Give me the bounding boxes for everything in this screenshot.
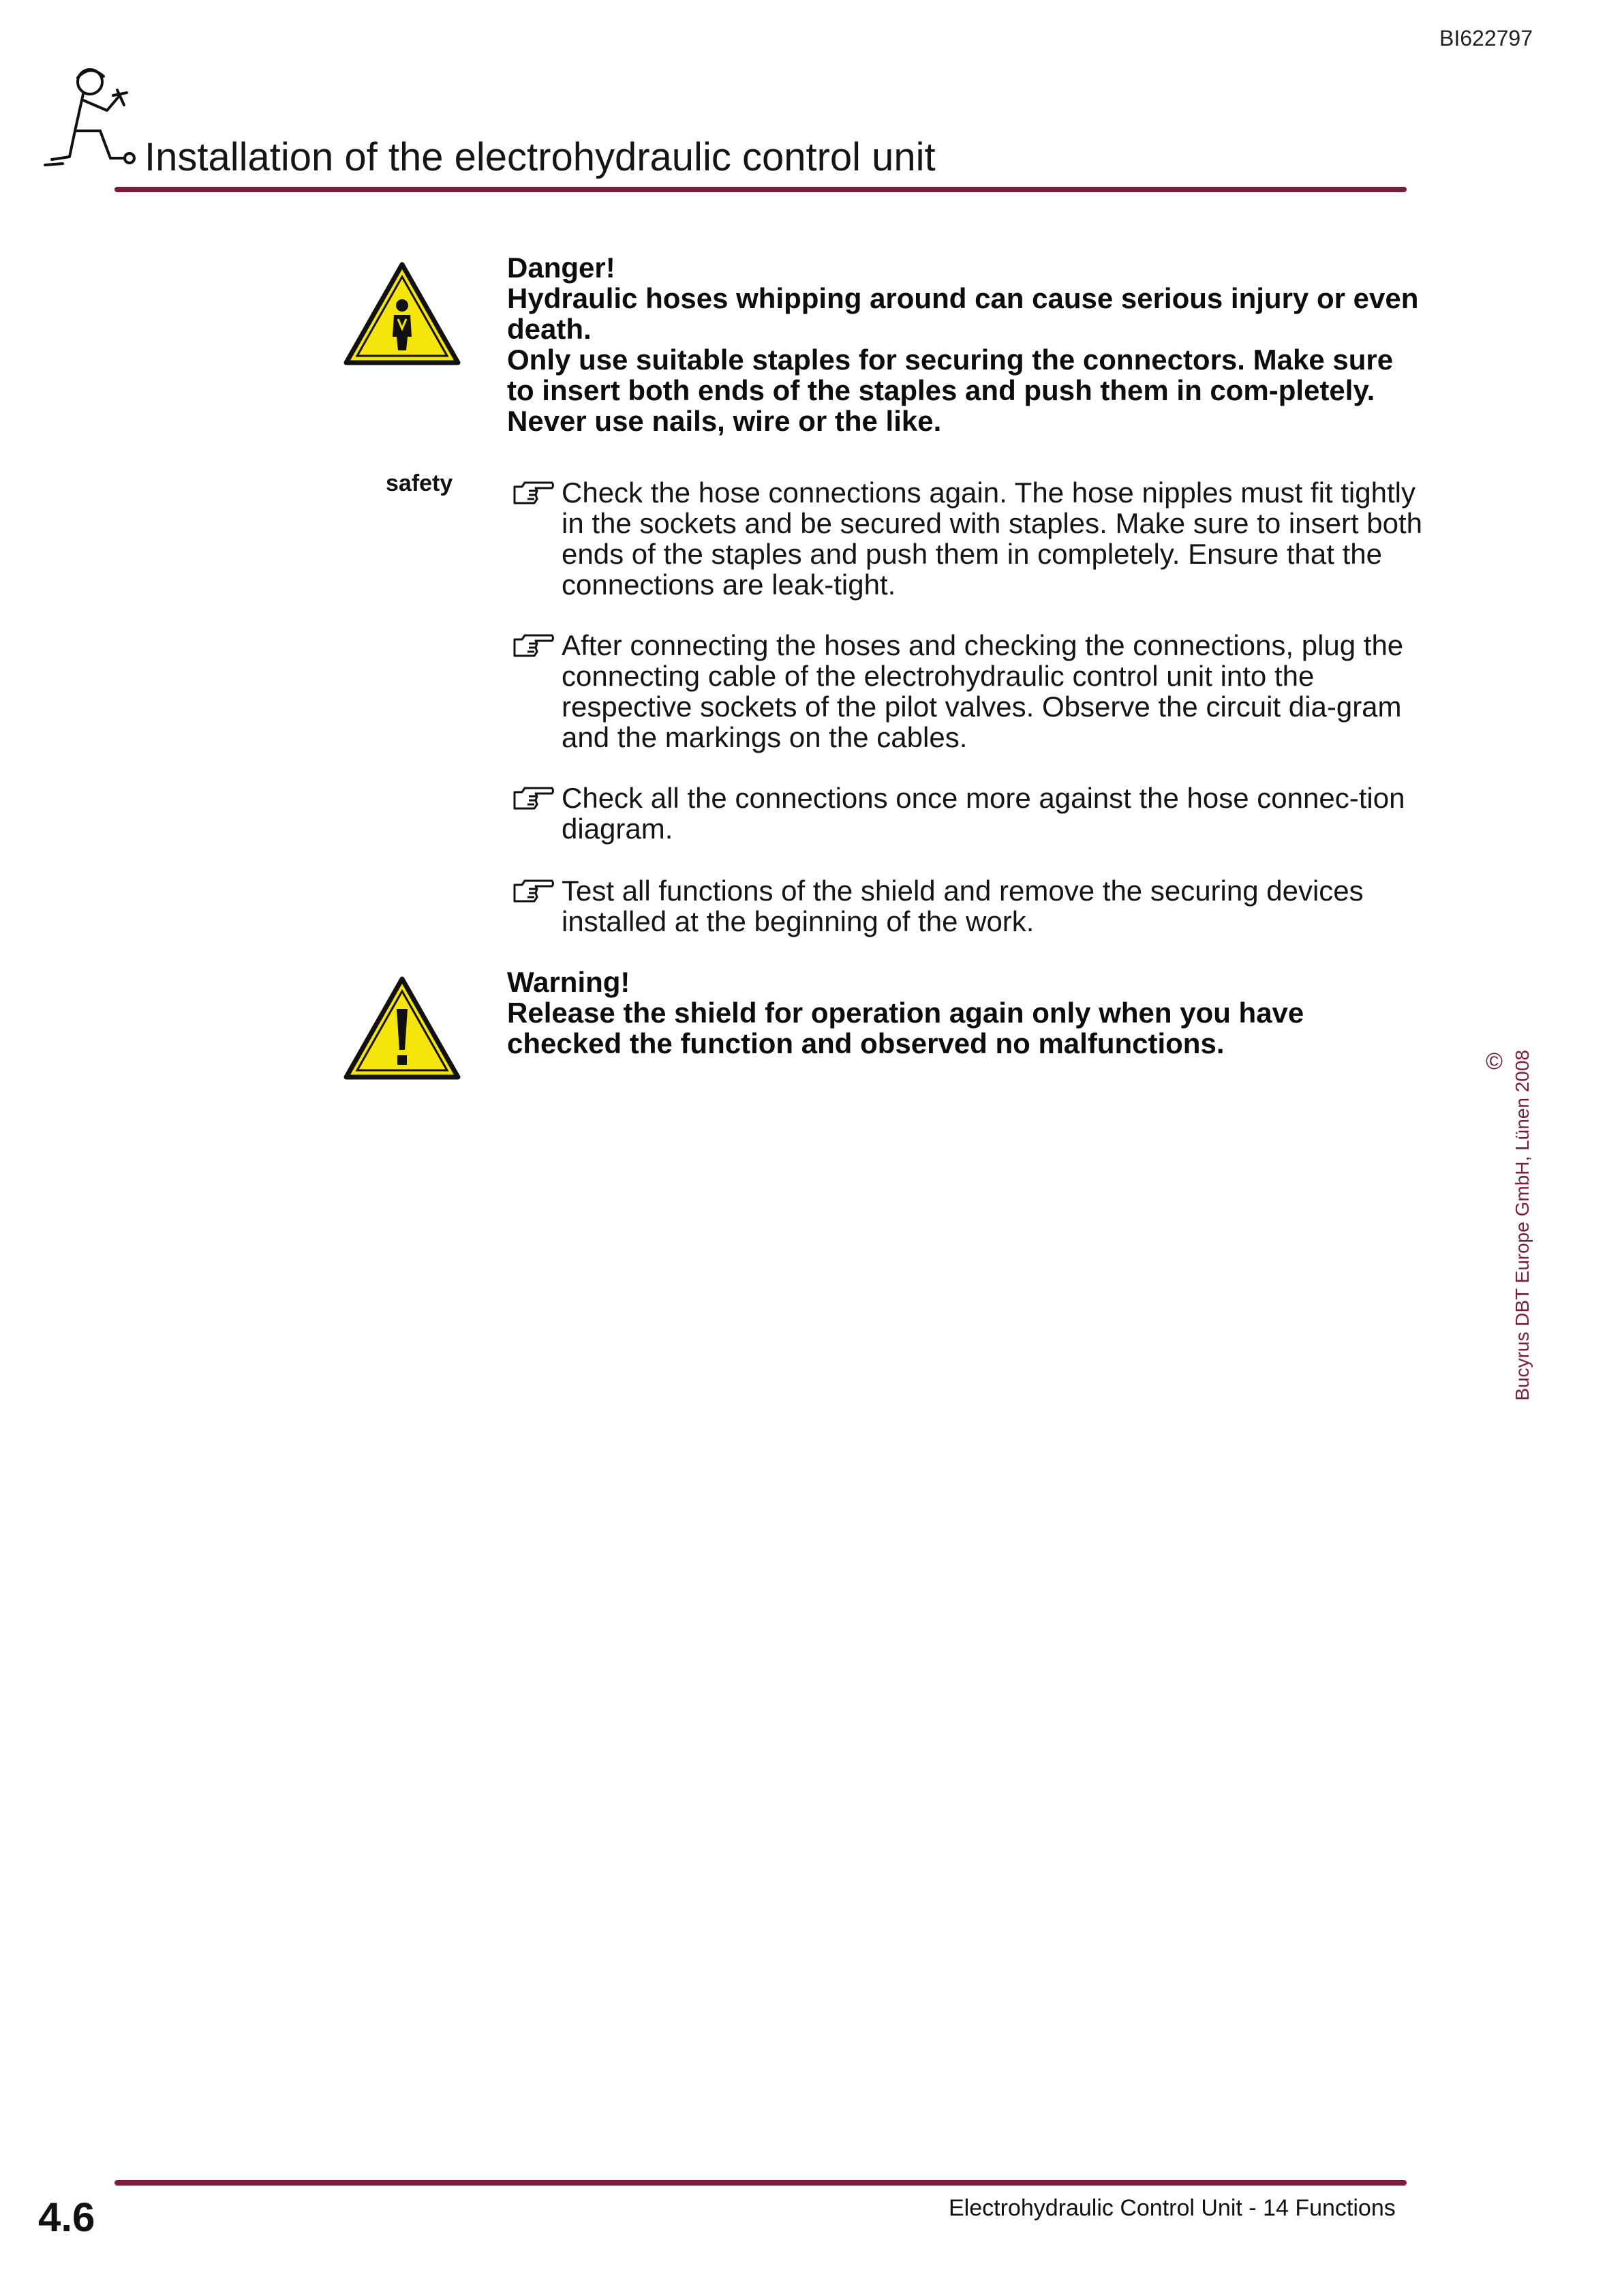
instruction-step: [512, 875, 1426, 937]
pointing-hand-icon: [512, 631, 555, 659]
warning-heading: Warning!: [507, 966, 630, 998]
copyright-notice: Bucyrus DBT Europe GmbH, Lünen 2008: [1512, 1050, 1533, 1401]
warning-notice: [507, 967, 1420, 1059]
danger-person-icon: [342, 260, 462, 367]
instruction-step: [512, 630, 1426, 753]
footer-rule: [114, 2180, 1407, 2186]
copyright-symbol: ©: [1486, 1048, 1503, 1074]
header-rule: [114, 187, 1407, 192]
page-title: Installation of the electrohydraulic control unit: [144, 135, 936, 179]
danger-text-1: Hydraulic hoses whipping around can cause serious injury or even death.: [507, 282, 1419, 345]
step-text: Test all functions of the shield and remove the securing devices installed at the beginning of the work.: [562, 875, 1364, 937]
pointing-hand-icon: [512, 479, 555, 506]
page-number: 4.6: [38, 2194, 95, 2240]
pointing-hand-icon: [512, 784, 555, 811]
warning-text: Release the shield for operation again only when you have checked the function and observed no malfunctions.: [507, 997, 1304, 1059]
side-label: safety: [386, 470, 453, 496]
document-id: BI622797: [1439, 26, 1533, 50]
step-text: Check the hose connections again. The hose nipples must fit tightly in the sockets and be secured with staples. Make sure to insert both ends of the staples and push them in completely. Ensure that the connections are leak-tight.: [562, 477, 1423, 601]
pointing-hand-icon: [512, 877, 555, 904]
footer-title: Electrohydraulic Control Unit - 14 Functions: [949, 2195, 1396, 2221]
warning-exclamation-icon: [342, 975, 462, 1081]
worker-icon: [42, 63, 144, 172]
step-text: After connecting the hoses and checking the connections, plug the connecting cable of the electrohydraulic control unit into the respective sockets of the pilot valves. Observe the circuit dia-gram and the markings on the cables.: [562, 629, 1404, 753]
step-text: Check all the connections once more against the hose connec-tion diagram.: [562, 782, 1405, 845]
danger-text-2: Only use suitable staples for securing the connectors. Make sure to insert both ends of the staples and push them in com-pletely. Never use nails, wire or the like.: [507, 344, 1394, 437]
instruction-step: [512, 783, 1426, 844]
danger-heading: Danger!: [507, 252, 615, 284]
instruction-step: [512, 477, 1426, 600]
danger-notice: [507, 252, 1420, 436]
